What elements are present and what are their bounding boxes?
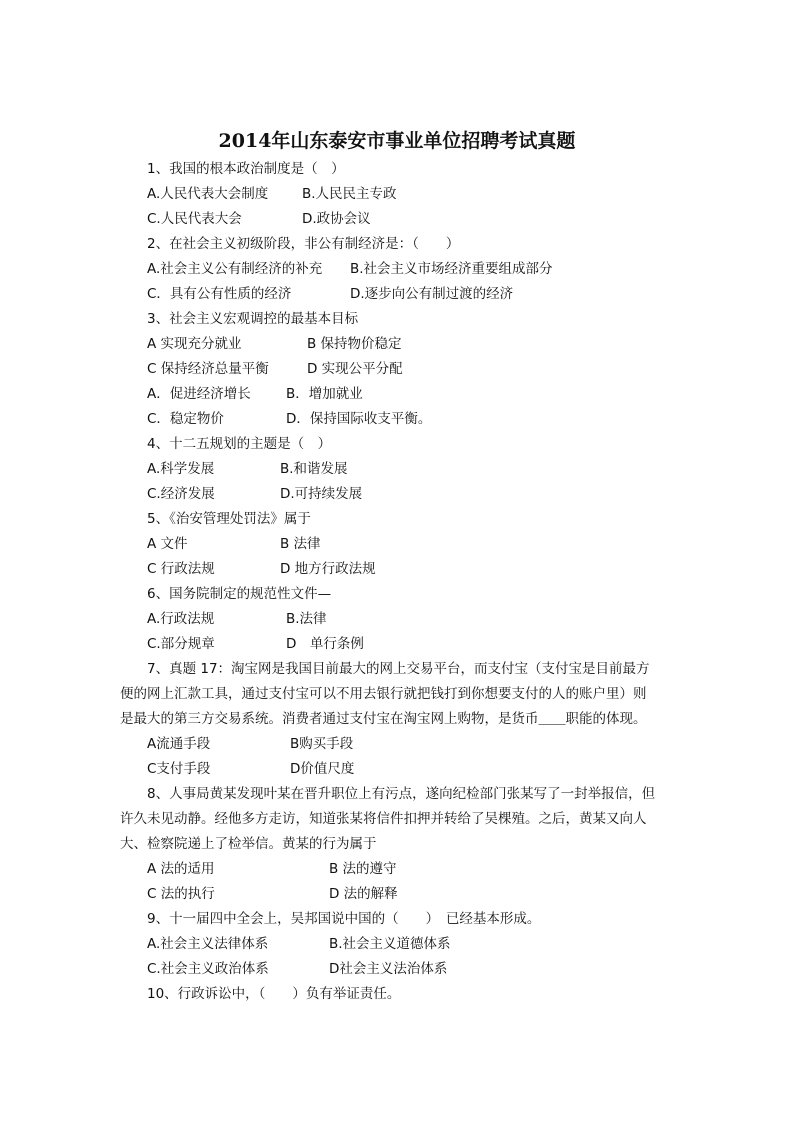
option-c: C．稳定物价 [147, 411, 224, 427]
question-1-options-ab [147, 185, 667, 203]
question-9-options-ab [147, 935, 667, 953]
question-3-options-cd-alt [147, 410, 667, 428]
option-d: D价值尺度 [290, 761, 355, 777]
question-8-line-2: 许久未见动静。经他多方走访，知道张某将信件扣押并转给了吴棵殖。之后，黄某又向人 [120, 811, 647, 827]
question-9-stem: 9、十一届四中全会上，吴邦国说中国的（ ） 已经基本形成。 [147, 911, 541, 927]
question-6-stem: 6、国务院制定的规范性文件— [147, 586, 332, 602]
question-1-stem: 1、我国的根本政治制度是（ ） [147, 161, 345, 177]
question-1-options-cd [147, 210, 667, 228]
question-7-line-3: 是最大的第三方交易系统。消费者通过支付宝在淘宝网上购物，是货币＿＿职能的体现。 [120, 711, 647, 727]
question-5-options-cd [147, 560, 667, 578]
option-c: C 行政法规 [147, 561, 215, 577]
question-7-line-1: 7、真题 17：淘宝网是我国目前最大的网上交易平台，而支付宝（支付宝是目前最方 [147, 661, 650, 677]
option-c: C 保持经济总量平衡 [147, 361, 269, 377]
option-b: B．增加就业 [286, 386, 363, 402]
option-d: D.政协会议 [302, 211, 371, 227]
option-c: C.社会主义政治体系 [147, 961, 269, 977]
page-title: 2014年山东泰安市事业单位招聘考试真题 [218, 130, 576, 152]
option-d: D.可持续发展 [280, 486, 363, 502]
option-c: C 法的执行 [147, 886, 215, 902]
question-10-stem: 10、行政诉讼中，（ ）负有举证责任。 [147, 986, 401, 1002]
option-a: A.社会主义公有制经济的补充 [147, 261, 323, 277]
option-a: A.社会主义法律体系 [147, 936, 269, 952]
question-3-options-cd [147, 360, 667, 378]
question-4-stem: 4、十二五规划的主题是（ ） [147, 436, 332, 452]
option-b: B.人民民主专政 [302, 186, 397, 202]
question-5-options-ab [147, 535, 667, 553]
question-8-line-3: 大、检察院递上了检举信。黄某的行为属于 [120, 836, 377, 852]
option-d: D 实现公平分配 [307, 361, 403, 377]
option-d: D．保持国际收支平衡。 [286, 411, 432, 427]
question-3-stem: 3、社会主义宏观调控的最基本目标 [147, 311, 359, 327]
option-b: B.社会主义道德体系 [329, 936, 451, 952]
option-d: D 单行条例 [286, 636, 364, 652]
option-b: B.法律 [286, 611, 327, 627]
option-b: B购买手段 [290, 736, 354, 752]
question-8-line-1: 8、人事局黄某发现叶某在晋升职位上有污点，遂向纪检部门张某写了一封举报信，但 [147, 786, 656, 802]
option-d: D社会主义法治体系 [329, 961, 448, 977]
question-6-options-cd [147, 635, 667, 653]
question-5-stem: 5、《治安管理处罚法》属于 [147, 511, 311, 527]
option-c: C．具有公有性质的经济 [147, 286, 292, 302]
question-2-options-ab [147, 260, 707, 278]
option-a: A．促进经济增长 [147, 386, 251, 402]
question-9-options-cd [147, 960, 667, 978]
question-2-stem: 2、在社会主义初级阶段，非公有制经济是：（ ） [147, 236, 460, 252]
option-c: C.经济发展 [147, 486, 215, 502]
option-c: C.部分规章 [147, 636, 215, 652]
option-d: D.逐步向公有制过渡的经济 [350, 286, 514, 302]
question-8-options-ab [147, 860, 667, 878]
option-c: C支付手段 [147, 761, 211, 777]
question-2-options-cd [147, 285, 707, 303]
option-b: B 保持物价稳定 [307, 336, 402, 352]
option-d: D 法的解释 [329, 886, 398, 902]
question-7-options-cd [147, 760, 667, 778]
option-b: B 法律 [280, 536, 321, 552]
option-a: A 法的适用 [147, 861, 215, 877]
option-c: C.人民代表大会 [147, 211, 242, 227]
question-6-options-ab [147, 610, 667, 628]
option-a: A.科学发展 [147, 461, 215, 477]
question-7-options-ab [147, 735, 667, 753]
option-a: A 实现充分就业 [147, 336, 242, 352]
option-b: B.和谐发展 [280, 461, 348, 477]
question-3-options-ab [147, 335, 667, 353]
option-b: B.社会主义市场经济重要组成部分 [350, 261, 553, 277]
option-a: A.行政法规 [147, 611, 215, 627]
option-a: A.人民代表大会制度 [147, 186, 269, 202]
option-d: D 地方行政法规 [280, 561, 376, 577]
question-8-options-cd [147, 885, 667, 903]
question-4-options-cd [147, 485, 667, 503]
question-7-line-2: 便的网上汇款工具，通过支付宝可以不用去银行就把钱打到你想要支付的人的账户里）则 [120, 686, 647, 702]
option-b: B 法的遵守 [329, 861, 397, 877]
question-3-options-ab-alt [147, 385, 667, 403]
option-a: A流通手段 [147, 736, 211, 752]
option-a: A 文件 [147, 536, 188, 552]
question-4-options-ab [147, 460, 667, 478]
